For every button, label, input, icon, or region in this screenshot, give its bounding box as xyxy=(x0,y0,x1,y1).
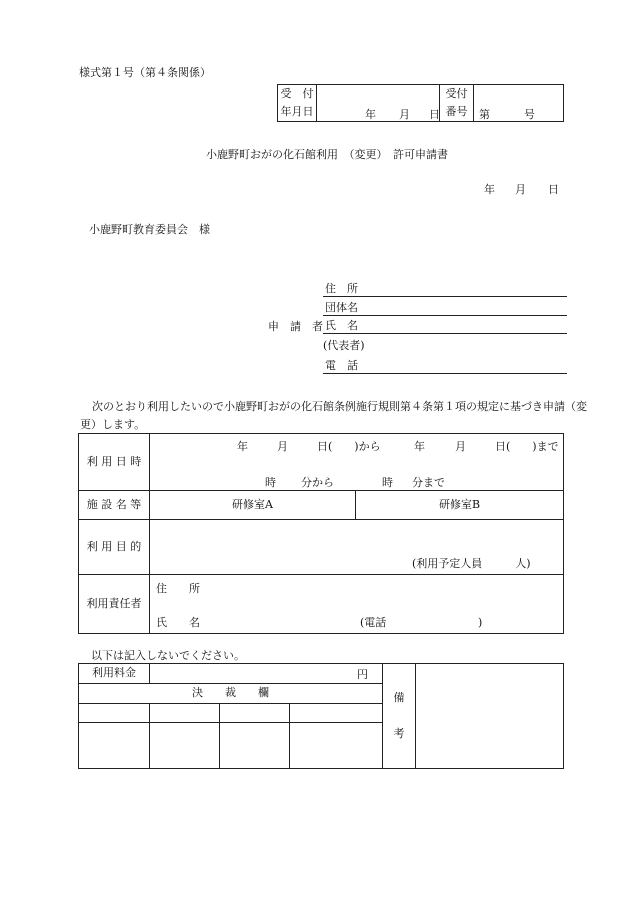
applicant-address-line[interactable] xyxy=(323,296,567,297)
reception-number-field[interactable] xyxy=(474,85,564,122)
reception-label-top: 受 付 xyxy=(280,86,314,100)
body-text-line1: 次のとおり利用したいので小鹿野町おがの化石館条例施行規則第４条第１項の規定に基づき申請（変 xyxy=(92,400,587,413)
page-title: 小鹿野町おがの化石館利用 （変更） 許可申請書 xyxy=(206,148,448,161)
reception-number-label xyxy=(440,85,474,122)
responsible-field[interactable] xyxy=(150,575,564,634)
reception-dai: 第 xyxy=(479,108,490,121)
responsible-name-label: 氏 名 xyxy=(156,616,200,629)
reception-date-label xyxy=(278,85,317,122)
decision-stamp-cell-3[interactable] xyxy=(220,723,290,769)
decision-header-cell-1[interactable] xyxy=(79,704,150,723)
reception-date-field[interactable] xyxy=(317,85,440,122)
reception-month: 月 xyxy=(399,108,410,121)
remarks-label xyxy=(383,664,416,769)
reception-day: 日 xyxy=(429,108,440,121)
end-day: 日( )まで xyxy=(495,440,559,453)
applicant-phone-line[interactable] xyxy=(323,373,567,374)
reception-box xyxy=(277,84,564,122)
applicant-name-line[interactable] xyxy=(323,333,567,334)
decision-stamp-cell-1[interactable] xyxy=(79,723,150,769)
end-hour: 時 xyxy=(382,476,393,489)
end-minute: 分まで xyxy=(412,476,445,489)
body-text-line2: 更）します。 xyxy=(80,418,146,431)
date-year: 年 xyxy=(484,183,495,196)
applicant-representative-label: (代表者) xyxy=(323,339,365,352)
remarks-label-top: 備 xyxy=(393,690,405,704)
fee-yen: 円 xyxy=(357,668,368,681)
decision-stamp-cell-2[interactable] xyxy=(150,723,220,769)
date-month: 月 xyxy=(515,183,526,196)
facility-a[interactable]: 研修室A xyxy=(150,491,356,520)
start-hour: 時 xyxy=(265,476,276,489)
responsible-address-label: 住 所 xyxy=(156,582,200,595)
decision-header-cell-2[interactable] xyxy=(150,704,220,723)
decision-stamp-cell-4[interactable] xyxy=(290,723,383,769)
applicant-address-label: 住 所 xyxy=(325,282,358,295)
applicant-phone-label: 電 話 xyxy=(325,359,358,372)
fee-label: 利用料金 xyxy=(79,664,150,684)
planned-people: (利用予定人員 人) xyxy=(412,557,531,570)
reception-year: 年 xyxy=(365,108,376,121)
applicant-group-label: 団体名 xyxy=(325,301,358,314)
start-year: 年 xyxy=(237,440,248,453)
remarks-label-bottom: 考 xyxy=(393,727,405,740)
end-month: 月 xyxy=(455,440,466,453)
start-minute: 分から xyxy=(301,476,334,489)
responsible-phone-close: ) xyxy=(478,616,483,629)
addressee: 小鹿野町教育委員会 様 xyxy=(89,223,210,236)
purpose-field[interactable] xyxy=(150,520,564,575)
facility-label: 施 設 名 等 xyxy=(79,491,150,520)
reception-number-top: 受付 xyxy=(445,86,468,100)
form-number: 様式第１号（第４条関係） xyxy=(79,66,211,79)
fee-field[interactable] xyxy=(150,664,383,684)
decision-header-cell-4[interactable] xyxy=(290,704,383,723)
responsible-phone-open: (電話 xyxy=(360,616,387,629)
applicant-label: 申 請 者 xyxy=(268,320,323,333)
responsible-label: 利用責任者 xyxy=(79,575,150,634)
usage-datetime-field[interactable] xyxy=(150,434,564,491)
reception-gou: 号 xyxy=(524,108,535,121)
decision-label: 決 裁 欄 xyxy=(79,684,383,704)
purpose-label: 利 用 目 的 xyxy=(79,520,150,575)
start-month: 月 xyxy=(277,440,288,453)
start-day: 日( )から xyxy=(317,440,381,453)
date-day: 日 xyxy=(548,183,559,196)
office-use-note: 以下は記入しないでください。 xyxy=(91,649,245,662)
main-table xyxy=(78,433,564,634)
reception-number-bottom: 番号 xyxy=(445,105,468,118)
fee-table xyxy=(78,663,564,769)
decision-header-cell-3[interactable] xyxy=(220,704,290,723)
end-year: 年 xyxy=(414,440,425,453)
remarks-field[interactable] xyxy=(416,664,564,769)
applicant-name-label: 氏 名 xyxy=(325,319,358,332)
usage-datetime-label: 利 用 日 時 xyxy=(79,434,150,491)
facility-b[interactable]: 研修室B xyxy=(356,491,564,520)
reception-label-bottom: 年月日 xyxy=(280,105,314,118)
applicant-group-line[interactable] xyxy=(323,315,567,316)
